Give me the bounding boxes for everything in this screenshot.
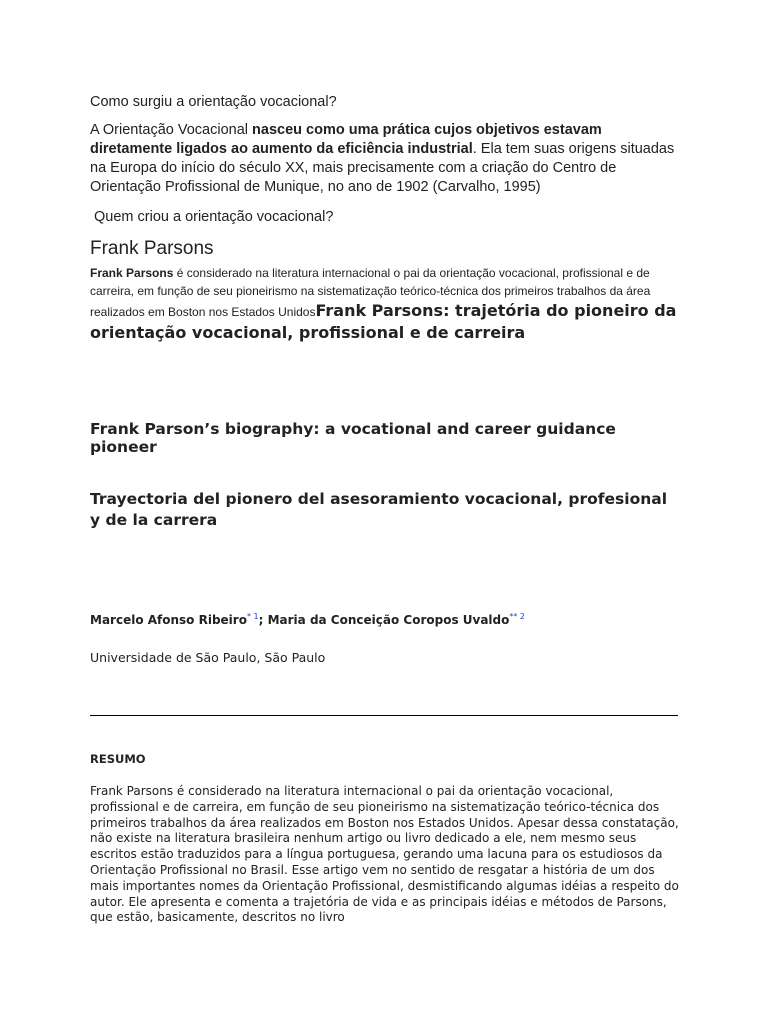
author-1-note-link[interactable]: 1	[253, 612, 259, 621]
resumo-heading: RESUMO	[90, 752, 146, 766]
article-title-en: Frank Parson’s biography: a vocational and career guidance pioneer	[90, 420, 616, 456]
origin-text-post: . Ela tem suas origens situadas na Europa do início do século XX, mais precisamente com a criação do Centro de Orientação Profissional de Munique, no ano de 1902 (Carvalho, 1995)	[90, 141, 675, 195]
resumo-paragraph: Frank Parsons é considerado na literatura internacional o pai da orientação vocacional, profissional e de carreira, em função de seu pioneirismo na sistematização teórico-técnica dos primeiros trabalhos da área realizados em Boston nos Estados Unidos. Apesar dessa constatação, não existe na literatura brasileira nenhum artigo ou livro dedicado a ele, nem mesmo seus escritos estão traduzidos para a língua portuguesa, gerando uma lacuna para os estudiosos da Orientação Profissional no Brasil. Esse artigo vem no sentido de resgatar a história de um dos mais importantes nomes da Orientação Profissional, desmistificando algumas idéias a respeito do autor. Ele apresenta e comenta a trajetória de vida e as principais idéias e métodos de Parsons, que estão, basicamente, descritos no livro	[90, 784, 679, 925]
origin-paragraph	[90, 121, 682, 197]
author-2-note-link[interactable]: 2	[519, 612, 526, 621]
frank-parsons-paragraph	[90, 265, 682, 344]
author-2-footnote-link[interactable]: **	[509, 612, 518, 621]
origin-text-bold: nasceu como uma prática cujos objetivos estavam diretamente ligados ao aumento da eficiência industrial	[90, 122, 602, 157]
article-title-es: Trayectoria del pionero del asesoramiento vocacional, profesional y de la carrera	[90, 490, 668, 529]
author-2: Maria da Conceição Coropos Uvaldo	[267, 613, 510, 627]
affiliation: Universidade de São Paulo, São Paulo	[90, 650, 326, 665]
article-title-pt: Frank Parsons: trajetória do pioneiro da orientação vocacional, profissional e de carreira	[90, 301, 677, 342]
frank-parsons-name: Frank Parsons	[90, 266, 174, 280]
horizontal-divider	[90, 715, 678, 716]
origin-text-pre: A Orientação Vocacional	[90, 122, 253, 138]
question-origin: Como surgiu a orientação vocacional?	[90, 94, 337, 110]
frank-parsons-heading: Frank Parsons	[90, 238, 214, 259]
author-separator: ;	[258, 613, 268, 627]
frank-parsons-text: é considerado na literatura internacional o pai da orientação vocacional, profissional e de carreira, em função de seu pioneirismo na sistematização teórico-técnica dos primeiros trabalhos da área realizados em Boston nos Estados Unidos	[90, 266, 651, 319]
authors-line	[90, 613, 682, 627]
author-1-footnote-link[interactable]: *	[246, 612, 251, 621]
author-1: Marcelo Afonso Ribeiro	[90, 613, 247, 627]
question-creator: Quem criou a orientação vocacional?	[94, 209, 334, 225]
